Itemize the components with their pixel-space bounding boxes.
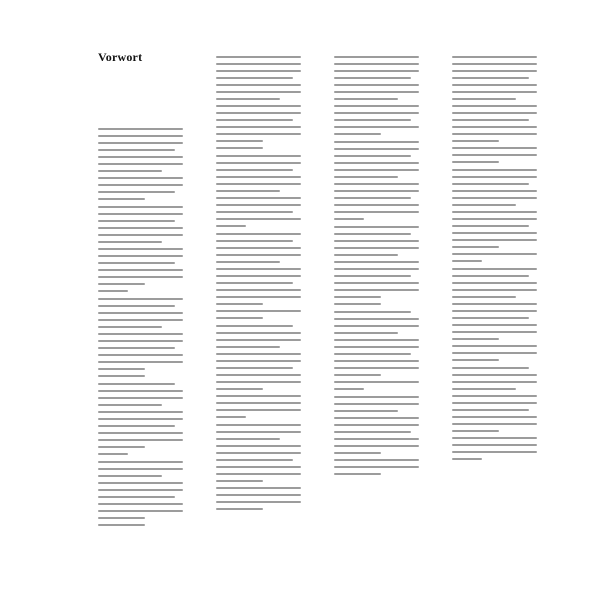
text-line [334,403,419,405]
text-line [452,119,529,121]
text-line [98,510,183,512]
text-line [216,501,301,503]
text-line [216,353,301,355]
text-line [98,290,128,292]
text-line [216,310,301,312]
text-line [98,411,183,413]
text-line [452,126,537,128]
text-line [216,282,293,284]
text-line [334,183,419,185]
text-line [98,283,145,285]
text-line [334,318,419,320]
text-line [98,170,162,172]
text-line [98,404,162,406]
text-line [98,383,175,385]
text-line [452,444,537,446]
text-line [452,374,537,376]
text-line [216,416,246,418]
text-line [216,296,301,298]
text-line [98,375,145,377]
text-line [98,489,183,491]
text-line [334,204,419,206]
text-line [98,269,183,271]
text-line [216,452,301,454]
text-line [98,340,183,342]
text-line [334,311,411,313]
text-line [216,204,301,206]
text-line [216,254,301,256]
text-line [452,112,537,114]
text-line [452,289,537,291]
text-line [452,310,537,312]
text-line [98,361,183,363]
text-line [334,148,419,150]
text-line [452,218,537,220]
text-line [334,155,411,157]
text-line [334,466,419,468]
text-line [216,77,293,79]
text-line [334,346,419,348]
text-line [216,183,301,185]
text-line [452,154,537,156]
text-line [452,260,482,262]
page-title: Vorwort [98,50,143,64]
text-line [216,402,301,404]
text-line [452,303,537,305]
text-line [334,218,364,220]
text-line [334,91,419,93]
text-line [98,475,162,477]
text-line [98,198,145,200]
text-line [216,325,293,327]
text-line [452,239,537,241]
text-line [216,140,263,142]
text-line [216,303,263,305]
text-line [334,473,381,475]
text-line [98,206,183,208]
text-line [334,98,398,100]
text-line [452,331,537,333]
paragraph [216,233,301,319]
text-line [452,381,537,383]
text-line [334,459,419,461]
text-line [334,417,419,419]
text-line [452,296,516,298]
text-line [334,162,419,164]
text-line [98,418,183,420]
text-line [334,339,419,341]
text-line [452,458,482,460]
text-line [98,213,183,215]
text-line [334,169,419,171]
text-line [452,225,529,227]
text-line [452,253,537,255]
text-line [334,119,411,121]
text-line [216,360,301,362]
text-line [452,402,537,404]
text-line [98,496,175,498]
text-line [452,63,537,65]
paragraph [98,206,183,292]
text-line [452,345,537,347]
paragraph [334,311,419,390]
text-line [334,381,419,383]
text-line [334,197,411,199]
text-line [216,233,301,235]
text-line [452,105,537,107]
text-line [452,77,529,79]
text-line [98,453,128,455]
text-line [216,332,301,334]
text-line [334,374,381,376]
text-line [98,439,183,441]
paragraph [98,128,183,200]
text-line [216,98,280,100]
text-line [98,227,183,229]
text-line [216,438,280,440]
text-line [98,461,183,463]
text-line [98,248,183,250]
text-line [334,424,419,426]
text-line [452,268,537,270]
text-line [334,190,419,192]
paragraph [334,56,419,135]
text-line [452,423,537,425]
text-line [98,276,183,278]
text-line [98,524,145,526]
text-line [452,437,537,439]
text-line [334,410,398,412]
text-line [98,298,183,300]
text-line [98,163,183,165]
text-line [334,211,419,213]
text-line [334,112,419,114]
text-line [452,197,537,199]
text-line [334,254,398,256]
text-line [334,240,419,242]
text-line [216,459,293,461]
text-line [452,395,537,397]
text-line [452,409,529,411]
text-line [98,128,183,130]
text-line [452,70,537,72]
text-line [216,466,301,468]
text-line [334,388,364,390]
text-line [334,325,419,327]
paragraph [216,325,301,418]
text-line [334,275,411,277]
text-line [216,112,301,114]
text-line [334,332,398,334]
text-line [216,317,263,319]
paragraph [334,396,419,475]
text-line [216,431,301,433]
text-line [98,184,183,186]
text-line [452,338,499,340]
text-line [98,397,183,399]
text-line [216,508,263,510]
text-column-4 [452,56,537,538]
text-line [98,333,183,335]
text-line [98,425,175,427]
text-line [216,346,280,348]
text-line [216,56,301,58]
text-column-3 [334,56,419,538]
text-line [98,156,183,158]
text-line [216,395,301,397]
text-line [334,56,419,58]
text-line [452,183,529,185]
text-line [334,70,419,72]
paragraph [334,226,419,305]
text-line [452,161,499,163]
text-line [216,218,301,220]
text-line [216,126,301,128]
text-line [452,204,516,206]
text-line [98,255,183,257]
text-line [452,317,529,319]
text-line [98,347,175,349]
paragraph [98,461,183,526]
text-line [216,176,301,178]
text-line [216,374,301,376]
text-line [98,354,183,356]
text-line [334,353,411,355]
text-line [452,98,516,100]
text-line [216,424,301,426]
text-column-1 [98,128,183,568]
text-line [216,367,293,369]
text-line [216,261,280,263]
text-line [334,289,419,291]
text-line [98,312,183,314]
text-line [98,319,183,321]
text-line [452,359,499,361]
text-line [452,211,537,213]
text-line [216,211,293,213]
text-line [98,135,183,137]
text-line [98,503,183,505]
text-line [334,268,419,270]
text-line [216,339,301,341]
paragraph [452,56,537,163]
paragraph [452,169,537,262]
text-line [334,445,419,447]
text-line [334,360,419,362]
text-line [334,233,411,235]
text-line [98,234,183,236]
text-line [98,177,183,179]
text-line [334,126,419,128]
text-line [452,84,537,86]
text-line [98,482,183,484]
text-line [334,396,419,398]
text-line [452,388,516,390]
text-line [216,494,301,496]
text-line [98,446,145,448]
text-line [452,91,537,93]
text-line [334,261,419,263]
text-column-2 [216,56,301,538]
text-line [452,246,499,248]
text-line [452,133,537,135]
text-line [334,176,398,178]
text-line [334,226,419,228]
text-line [98,368,145,370]
text-line [216,381,301,383]
text-line [334,84,419,86]
text-line [216,197,301,199]
text-line [452,416,537,418]
text-line [452,169,537,171]
paragraph [452,268,537,361]
text-line [452,147,537,149]
text-line [334,296,381,298]
text-line [216,388,263,390]
text-line [452,140,499,142]
text-line [216,190,280,192]
text-line [334,141,419,143]
paragraph [98,298,183,377]
paragraph [334,141,419,220]
text-line [98,517,145,519]
text-line [334,63,419,65]
text-line [452,367,529,369]
text-line [216,91,301,93]
paragraph [216,56,301,149]
text-line [452,430,499,432]
text-line [216,445,301,447]
text-line [216,169,293,171]
text-line [334,105,419,107]
text-line [452,232,537,234]
text-line [452,451,537,453]
text-line [216,84,301,86]
text-line [334,367,419,369]
text-line [452,190,537,192]
text-line [216,487,301,489]
text-line [334,303,381,305]
text-line [452,56,537,58]
text-line [452,324,537,326]
text-line [334,438,419,440]
paragraph [98,383,183,455]
text-line [334,282,419,284]
text-line [334,452,381,454]
text-line [216,119,293,121]
text-line [98,262,175,264]
text-line [98,142,183,144]
text-line [216,105,301,107]
text-line [334,247,419,249]
text-line [216,155,301,157]
text-line [216,289,301,291]
text-line [98,326,162,328]
text-line [98,305,175,307]
text-line [98,149,175,151]
text-line [452,352,537,354]
text-line [98,390,183,392]
text-line [216,473,301,475]
text-line [216,409,301,411]
text-line [216,480,263,482]
text-line [216,225,246,227]
text-line [334,431,411,433]
text-line [216,133,301,135]
text-line [334,77,411,79]
text-line [216,247,301,249]
text-line [216,240,293,242]
text-line [216,162,301,164]
text-line [452,176,537,178]
text-line [98,241,162,243]
paragraph [216,424,301,510]
paragraph [452,367,537,460]
text-line [216,70,301,72]
text-line [216,275,301,277]
text-line [452,275,529,277]
text-line [216,63,301,65]
text-line [452,282,537,284]
text-line [216,147,263,149]
text-line [98,432,183,434]
text-line [216,268,301,270]
text-line [98,191,175,193]
text-line [98,468,183,470]
text-line [334,133,381,135]
text-line [98,220,175,222]
paragraph [216,155,301,227]
